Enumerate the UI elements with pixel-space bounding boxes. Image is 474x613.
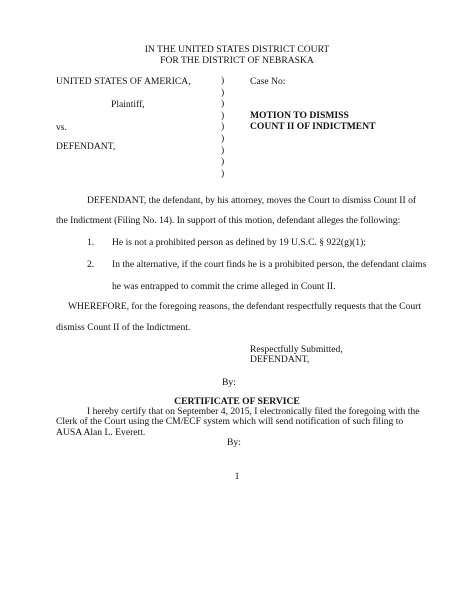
caption-paren: )	[221, 156, 225, 168]
certificate-by-label: By:	[227, 437, 241, 448]
certificate-title: CERTIFICATE OF SERVICE	[174, 396, 300, 407]
plaintiff-party: UNITED STATES OF AMERICA,	[56, 76, 191, 87]
court-district: FOR THE DISTRICT OF NEBRASKA	[160, 55, 314, 66]
caption-paren: )	[221, 167, 225, 179]
wherefore-paragraph-line1: WHEREFORE, for the foregoing reasons, the defendant respectfully requests that the Court	[68, 301, 422, 312]
signature-by-label: By:	[222, 377, 236, 388]
caption-paren: )	[221, 144, 225, 156]
list-item-number: 1.	[87, 237, 95, 248]
caption-paren: )	[221, 121, 225, 133]
caption-paren: )	[221, 98, 225, 110]
certificate-line2: Clerk of the Court using the CM/ECF system which will send notification of such filing to	[56, 416, 404, 427]
certificate-line3: AUSA Alan L. Everett.	[56, 427, 146, 438]
court-name: IN THE UNITED STATES DISTRICT COURT	[144, 44, 330, 55]
versus-label: vs.	[56, 122, 67, 133]
motion-title-line2: COUNT II OF INDICTMENT	[250, 121, 376, 132]
caption-paren: )	[221, 86, 225, 98]
caption-paren: )	[221, 75, 225, 86]
respectfully-submitted: Respectfully Submitted,	[250, 344, 343, 355]
caption-parentheses	[221, 75, 229, 179]
intro-paragraph-line1: DEFENDANT, the defendant, by his attorney, moves the Court to dismiss Count II of	[87, 195, 417, 206]
certificate-line1: I hereby certify that on September 4, 2015, I electronically filed the foregoing with the	[87, 406, 420, 417]
list-item-text: he was entrapped to commit the crime alleged in Count II.	[112, 281, 336, 292]
caption-paren: )	[221, 132, 225, 144]
plaintiff-role: Plaintiff,	[111, 99, 145, 110]
list-item-text: In the alternative, if the court finds he is a prohibited person, the defendant claims	[112, 259, 427, 270]
motion-title-line1: MOTION TO DISMISS	[250, 110, 349, 121]
signature-party: DEFENDANT,	[250, 354, 310, 365]
wherefore-paragraph-line2: dismiss Count II of the Indictment.	[56, 322, 191, 333]
intro-paragraph-line2: the Indictment (Filing No. 14). In support of this motion, defendant alleges the following:	[56, 215, 401, 226]
list-item-number: 2.	[87, 259, 95, 270]
page-number: 1	[234, 471, 240, 482]
case-number-label: Case No:	[250, 76, 286, 87]
defendant-party: DEFENDANT,	[56, 141, 116, 152]
list-item-text: He is not a prohibited person as defined by 19 U.S.C. § 922(g)(1);	[112, 237, 366, 248]
caption-paren: )	[221, 109, 225, 121]
